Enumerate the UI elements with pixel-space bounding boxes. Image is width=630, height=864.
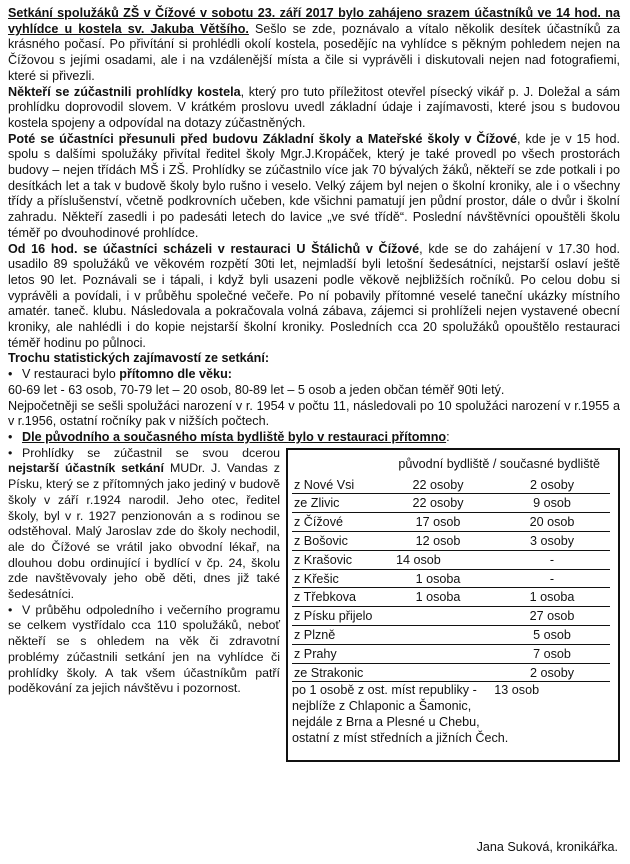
table-cell-original: 12 osob xyxy=(382,532,494,551)
school-paragraph xyxy=(8,132,620,242)
table-cell-place: z Bošovic xyxy=(292,532,382,551)
school-text: , kde je v 15 hod. spolu s dalšími spolužáky přivítal ředitel školy Mgr.J.Kropáček, který je také provedl po všech prostorách budovy – nejen třídách MŠ i ZŠ. Prohlídky se zúčastnilo více jak 70 bývalých žáků, někteří se zde potkali i po desítkách let a tak v budově školy bylo rušno i veselo. Velký zájem byl nejen o školní kroniky, ale i o všechny třídy a příslušenství, včetně podkrovních učeben, kde všichni pamatují jen půdní prostor, dále o dvůr i školní zahradu. Někteří zasedli i po padesáti letech do lavice „ve své třídě“. Poslední návštěvníci opouštěli školu téměř po dvouhodinové prohlídce. xyxy=(8,131,620,240)
intro-text: Sešlo se zde, poznávalo a vítalo několik desítek účastníků za krásného počasí. Po přivítání si prohlédli okolí kostela, posedějíc na vyhlídce s pěkným pohledem nejen na Čížovou s jejími osadami, ale i na vzdálenější místa a čile si vyprávěli i diskutovali nejen nad fotografiemi, které si přivezli. xyxy=(8,21,620,83)
age-line: 60-69 let - 63 osob, 70-79 let – 20 osob, 80-89 let – 5 osob a jeden občan téměř 90ti letý. xyxy=(8,382,505,397)
bullet-icon: • xyxy=(8,445,13,460)
bullet-icon: • xyxy=(8,602,13,617)
table-row xyxy=(292,626,610,645)
table-cell-original: 22 osoby xyxy=(382,476,494,494)
table-cell-current: 1 osoba xyxy=(494,588,610,607)
table-cell-original xyxy=(382,663,494,682)
residence-bullet: • Dle původního a současného místa bydliště bylo v restauraci přítomno: xyxy=(8,429,450,444)
intro-lead: Setkání spolužáků ZŠ v Čížové v sobotu 23. září 2017 bylo zahájeno srazem účastníků ve 14 hod. na vyhlídce u kostela sv. Jakuba Většího. xyxy=(8,6,620,36)
table-row xyxy=(292,494,610,513)
table-row xyxy=(292,569,610,588)
oldest-participant-paragraph: • Prohlídky se zúčastnil se svou dcerou nejstarší účastník setkání MUDr. J. Vandas z Písku, který se z přítomných jako jediný v budově školy v září r.1924 narodil. Jeho otec, ředitel školy, byl v r. 1927 penzionován a s rodinou se odstěhoval. Malý Jaroslav zde do školy nechodil, ale do Čížové se vrátil jako obvodní lékař, na dlouhou dobu ordinující i bydlící v čp. 24, školu zde navštěvovaly jeho obě děti, dnes již také šedesátníci. xyxy=(8,445,281,602)
table-cell-original: 22 osoby xyxy=(382,494,494,513)
table-cell-place: z Písku přijelo xyxy=(292,607,382,626)
residence-table-footer: po 1 osobě z ost. míst republiky - 13 osob nejblíže z Chlaponic a Šamonic, nejdále z Brna a Plesné u Chebu, ostatní z míst středních a jižních Čech. xyxy=(292,683,540,745)
table-cell-original xyxy=(382,626,494,645)
table-cell-place: z Krašovic xyxy=(292,550,382,569)
table-cell-place: z Třebkova xyxy=(292,588,382,607)
table-cell-place: z Čížové xyxy=(292,513,382,532)
table-cell-place: z Nové Vsi xyxy=(292,476,382,494)
table-cell-place: ze Zlivic xyxy=(292,494,382,513)
table-cell-original: 1 osoba xyxy=(382,588,494,607)
table-cell-current: 7 osob xyxy=(494,644,610,663)
table-cell-current: - xyxy=(494,569,610,588)
residence-table-box xyxy=(286,448,620,762)
table-cell-current: 2 osoby xyxy=(494,476,610,494)
table-cell-place: ze Strakonic xyxy=(292,663,382,682)
residence-table xyxy=(292,476,610,683)
table-row xyxy=(292,644,610,663)
table-row xyxy=(292,513,610,532)
table-cell-current: 3 osoby xyxy=(494,532,610,551)
church-paragraph xyxy=(8,85,620,132)
table-cell-original: 17 osob xyxy=(382,513,494,532)
table-cell-current: 27 osob xyxy=(494,607,610,626)
table-cell-current: 20 osob xyxy=(494,513,610,532)
stats-heading: Trochu statistických zajímavostí ze setkání: xyxy=(8,351,270,366)
table-cell-original: 14 osob xyxy=(382,550,494,569)
intro-paragraph xyxy=(8,6,620,85)
table-cell-current: 9 osob xyxy=(494,494,610,513)
restaurant-paragraph xyxy=(8,242,620,352)
age-bullet: • V restauraci bylo přítomno dle věku: xyxy=(8,367,232,382)
table-cell-original xyxy=(382,644,494,663)
bottom-section xyxy=(8,445,620,745)
table-cell-place: z Křešic xyxy=(292,569,382,588)
restaurant-lead: Od 16 hod. se účastníci scházeli v restauraci U Štálichů v Čížové xyxy=(8,241,420,256)
restaurant-text: , kde se do zahájení v 17.30 hod. usadilo 89 spolužáků ve věkovém rozpětí 30ti let, nejmladší byli letošní šedesátníci, nejstarší oslaví ještě letos 90 let. Poznávali se i tápali, i když byli usazeni podle věkově nejbližších ročníků. Po celou dobu si vyprávěli a povídali, i v průběhu společné večeře. Po ní pobavily přítomné veselé taneční ukázky místního amatér. taneč. klubu. Následovala a pokračovala volná zábava, zájemci si prohlíželi nejen vystavené obecní kroniky, ale nahlédli i do kopie nejstarší školní kroniky. Posledních cca 20 spolužáků opouštělo restauraci téměř hodinu po půlnoci. xyxy=(8,241,621,350)
table-row xyxy=(292,663,610,682)
table-row xyxy=(292,588,610,607)
bullet-icon: • xyxy=(8,367,13,382)
closing-paragraph: • V průběhu odpoledního i večerního programu se celkem vystřídalo cca 110 spolužáků, neboť někteří se s ohledem na věk či zdravotní problémy zúčastnili setkání jen na vyhlídce či prohlídky školy. A tak všem účastníkům patří poděkování za jejich návštěvu i pozornost. xyxy=(8,602,280,696)
church-text: , který pro tuto příležitost otevřel písecký vikář p. J. Doležal a sám prohlídku doprovodil slovem. V krátkém proslovu uvedl základní údaje i zajímavosti, které jsou s budovou kostela spojeny a odpovídal na dotazy zúčastněných. xyxy=(8,84,621,130)
table-row xyxy=(292,607,610,626)
born-line: Nejpočetněji se sešli spolužáci narození v r. 1954 v počtu 11, následovali po 10 spolužáci narození v r.1955 a v r.1956, ostatní ročníky pak v nižších počtech. xyxy=(8,398,620,429)
left-column xyxy=(8,446,280,697)
table-cell-place: z Prahy xyxy=(292,644,382,663)
table-cell-current: 5 osob xyxy=(494,626,610,645)
church-lead: Někteří se zúčastnili prohlídky kostela xyxy=(8,84,241,99)
table-row xyxy=(292,550,610,569)
signature: Jana Suková, kronikářka. xyxy=(476,840,618,854)
table-cell-original xyxy=(382,607,494,626)
table-cell-original: 1 osoba xyxy=(382,569,494,588)
table-cell-current: - xyxy=(494,550,610,569)
table-cell-current: 2 osoby xyxy=(494,663,610,682)
table-cell-place: z Plzně xyxy=(292,626,382,645)
bullet-icon: • xyxy=(8,429,13,444)
table-row xyxy=(292,476,610,494)
residence-table-header: původní bydliště / současné bydliště xyxy=(398,456,600,471)
school-lead: Poté se účastníci přesunuli před budovu Základní školy a Mateřské školy v Čížové xyxy=(8,131,517,146)
table-row xyxy=(292,532,610,551)
